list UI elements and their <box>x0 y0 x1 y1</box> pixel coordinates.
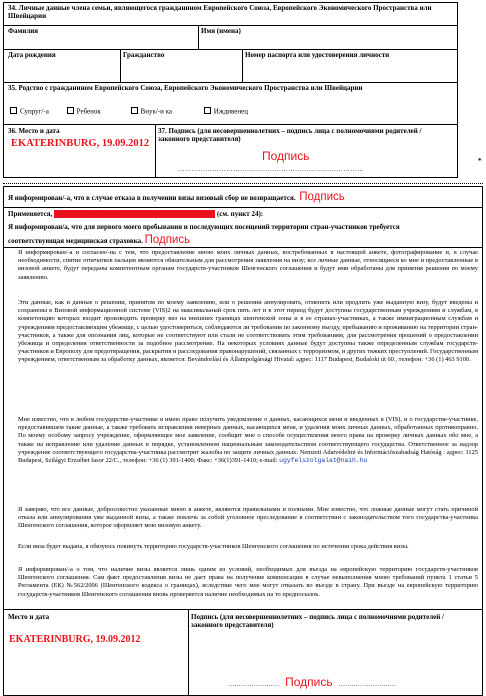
redacted-clause: если запрашивается виза на многократный въезд <box>56 210 214 218</box>
asterisk-mark: * <box>478 157 482 165</box>
citizenship-label: Гражданство <box>123 51 165 59</box>
divider <box>198 25 199 49</box>
bottom-signature-label: Подпись (для несовершеннолетних – подпись лица с полномочиями родителей / законного представителя) <box>191 613 444 629</box>
bottom-place-date-value[interactable]: EKATERINBURG, 19.09.2012 <box>9 634 141 645</box>
passport-number-label: Номер паспорта или удостоверения личности <box>245 51 390 59</box>
divider <box>3 25 458 26</box>
divider <box>3 247 483 248</box>
child-checkbox[interactable] <box>67 107 74 114</box>
apply-tail: (см. пункт 24): <box>216 210 264 218</box>
divider <box>3 49 458 50</box>
place-date-value[interactable]: EKATERINBURG, 19.09.2012 <box>11 138 150 149</box>
bottom-place-date-label: Место и дата <box>8 613 50 621</box>
apply-lead: Применяется, <box>8 210 53 218</box>
first-names-label: Имя (имена) <box>201 27 241 35</box>
bottom-dots-left: …………………… <box>228 681 280 688</box>
fee-signature[interactable]: Подпись <box>299 191 345 203</box>
entry-conditions-paragraph: Я информирован/-а о том, что наличие визы является лишь одним из условий, необходимых для въезда на европейскую территорию государств-участников Шенгенского соглашения. Сам факт предоставления визы не дает права на получение компенсации в случае невыполнения мною требований пункта 1 статьи 5 Регламента (ЕК) №562/2006 (Шенгенского кодекса о границах), вследствие чего мне могут отказать во въезде в страну. При въезде на европейскую территорию государств-участников Шенгенского соглашения вновь проверяется наличие необходимых на то предпосылок. <box>18 566 478 598</box>
insurance-statement <box>8 221 453 247</box>
signature-line-37: ……………………………………………………………………… <box>178 166 365 173</box>
divider <box>3 82 458 83</box>
dependent-option-label: Иждивенец <box>213 107 248 116</box>
bottom-dots-right: ……………………… <box>338 681 397 688</box>
departure-paragraph: Если виза будет выдана, я обязуюсь покинуть территорию государств-участников Шенгенского соглашения по истечении срока действия визы. <box>18 543 409 550</box>
place-date-label: 36. Место и дата <box>8 127 60 135</box>
grandchild-checkbox[interactable] <box>131 107 138 114</box>
relationship-options <box>8 107 448 116</box>
fee-statement <box>8 193 478 202</box>
bottom-signature-line <box>228 673 396 691</box>
spouse-checkbox[interactable] <box>10 107 17 114</box>
divider <box>120 49 121 82</box>
section-34-title: 34. Личные данные члена семьи, являющегося гражданином Европейского Союза, Европейского Экономического Пространства или Швейцарии <box>8 4 432 20</box>
email-link[interactable]: ugyfelszolgalat@naih.hu <box>279 457 368 465</box>
rights-text: Мне известно, что в любом государстве-участнике я имею право получить уведомление о данных, касающихся меня и введенных в (VIS), и о государстве-участнике, предоставившем такие данные, а также требовать исправления неверных данных, касающихся меня, и удаления моих личных данных, обработанных противоправно. По моему особому запросу учреждение, оформляющее мое заявление, сообщит мне о способе осуществления моего права на проверку личных данных обо мне, а также на исправление или удаление данных в порядке, установленном национальным законодательством соответствующего государства. Ответственное за надзор учреждение соответствующего государства-участника рассмотрит жалобы по защите личных данных: Nemzeti Adatvédelmi és Információszabadság Hatóság : адрес: 1125 Budapest, Szilágyi Erzsébet fasor 22/C., телефон: +36 (1) 391-1400; Факс: +36(1)391-1410; e-mail: <box>18 416 478 465</box>
insurance-text: Я информирован/а, что для первого моего пребывания и последующих посещений территории стран-участников требуется соответствующая медицинская страховка. <box>8 223 400 245</box>
divider <box>242 49 243 82</box>
signature-37[interactable]: Подпись <box>262 149 310 163</box>
bottom-signature[interactable]: Подпись <box>285 675 333 689</box>
child-option-label: Ребенок <box>76 107 101 116</box>
divider <box>3 124 458 125</box>
truthfulness-paragraph: Я заверяю, что все данные, добросовестно указанные мною в анкете, являются правильными и полными. Мне известно, что ложные данные могут стать причиной отказа или аннулирования уже выданной визы, а также повлечь за собой уголовное преследование в соответствии с законодательством того государства-участника Шенгенского соглашения, которое оформляет мою визовую анкету. <box>18 506 478 530</box>
spouse-option-label: Супруг/-а <box>20 107 49 116</box>
page-separator <box>3 183 483 184</box>
section-35-title: 35. Родство с гражданином Европейского Союза, Европейского Экономического Пространства или Швейцарии <box>8 84 363 92</box>
grandchild-option-label: Внук/-и ка <box>140 107 173 116</box>
signature-label-37: 37. Подпись (для несовершеннолетних – подпись лица с полномочиями родителей / законного представителя) <box>158 127 422 143</box>
date-of-birth-label: Дата рождения <box>8 51 56 59</box>
multiple-entry-note <box>8 210 263 218</box>
divider <box>155 124 156 178</box>
fee-text: Я информирован/-а, что в случае отказа в получении визы визовый сбор не возвращается. <box>8 194 296 202</box>
consent-paragraph: Я информирован/-а и согласен/-на с тем, что предоставление мною моих личных данных, востребованных в настоящей анкете, фотографирование и, в случае необходимости, снятие отпечатков пальцев являются обязательным для рассмотрения заявления на визу; все личные данные, относящиеся ко мне и предоставленные в визовой анкете, будут переданы компетентным органам государств-участников Шенгенского соглашения и будут ими обработаны для принятия решения по моему заявлению. <box>18 249 478 281</box>
surname-label: Фамилия <box>8 27 39 35</box>
rights-paragraph <box>18 416 478 465</box>
dependent-checkbox[interactable] <box>204 107 211 114</box>
divider <box>188 609 189 696</box>
insurance-signature[interactable]: Подпись <box>144 233 191 246</box>
divider <box>3 609 483 610</box>
vis-data-paragraph: Эти данные, как и данные о решении, принятом по моему заявлению, или о решении аннулировать, отменить или продлить уже выданную визу, будут введены и сохранены в Визовой информационной системе (VIS)2 на максимальный срок пять лет и в этот период будут доступны государственным учреждениям и службам, в компетенцию которых входит производить проверку виз на внешних границах шенгенской зоны и в ее странах-участниках, а также иммиграционным службам и учреждениям предоставляющим убежище, с целью удостовериться, соблюдаются ли требования по законному въезду, пребыванию и проживанию на территории стран-участников, а также для опознания лиц, которые не соответствуют или стали не соответствовать этим требованиям, для рассмотрения прошений о предоставлении убежища и определения ответственности за подобное рассмотрение. На некоторых условиях данные будут доступны также определенным службам государств-участников и Европолу для предотвращения, раскрытия и расследования правонарушений, связанных с терроризмом, и других тяжких преступлений. Государственным учреждением, ответственным за обработку данных, является: Bevándorlási és Állampolgársági Hivatal: адрес: 1117 Budapest, Budafoki út 60., телефон: +36 (1) 463 9100. <box>18 299 478 364</box>
divider <box>3 207 483 208</box>
